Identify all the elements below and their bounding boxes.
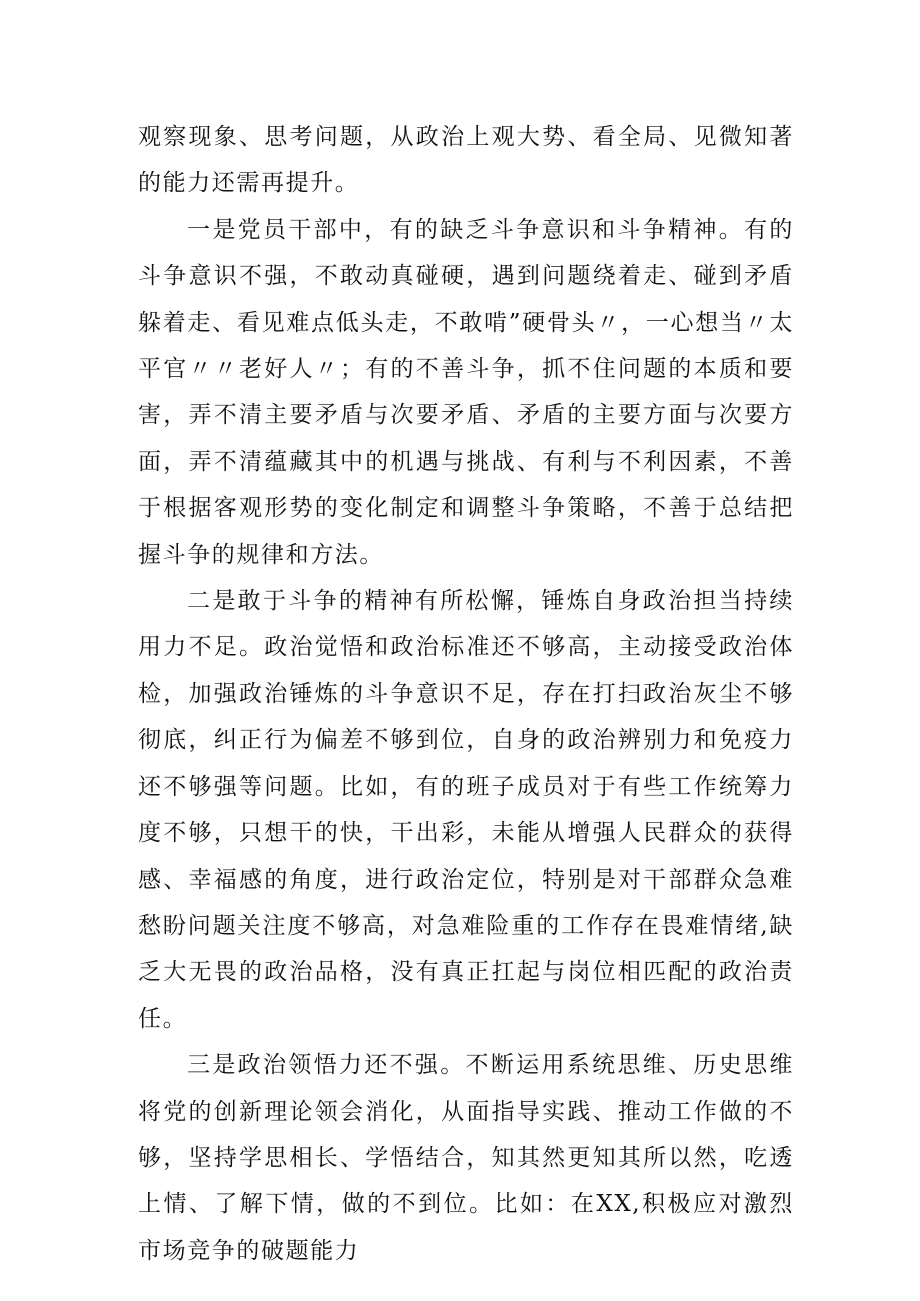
paragraph-continuation: 观察现象、思考问题，从政治上观大势、看全局、见微知著的能力还需再提升。 [138,124,794,197]
document-body [138,114,794,1274]
paragraph-three: 三是政治领悟力还不强。不断运用系统思维、历史思维将党的创新理论领会消化，从面指导实践、推动工作做的不够，坚持学思相长、学悟结合，知其然更知其所以然，吃透上情、了解下情，做的不到位。比如：在XX,积极应对激烈市场竞争的破题能力 [138,1052,794,1264]
paragraph-one: 一是党员干部中，有的缺乏斗争意识和斗争精神。有的斗争意识不强，不敢动真碰硬，遇到问题绕着走、碰到矛盾躲着走、看见难点低头走，不敢啃”硬骨头〃，一心想当〃太平官〃〃老好人〃；有的不善斗争，抓不住问题的本质和要害，弄不清主要矛盾与次要矛盾、矛盾的主要方面与次要方面，弄不清蕴藏其中的机遇与挑战、有利与不利因素，不善于根据客观形势的变化制定和调整斗争策略，不善于总结把握斗争的规律和方法。 [138,216,794,568]
paragraph-two: 二是敢于斗争的精神有所松懈，锤炼自身政治担当持续用力不足。政治觉悟和政治标准还不够高，主动接受政治体检，加强政治锤炼的斗争意识不足，存在打扫政治灰尘不够彻底，纠正行为偏差不够到位，自身的政治辨别力和免疫力还不够强等问题。比如，有的班子成员对于有些工作统筹力度不够，只想干的快，干出彩，未能从增强人民群众的获得感、幸福感的角度，进行政治定位，特别是对干部群众急难愁盼问题关注度不够高，对急难险重的工作存在畏难情绪,缺乏大无畏的政治品格，没有真正扛起与岗位相匹配的政治责任。 [138,588,794,1032]
